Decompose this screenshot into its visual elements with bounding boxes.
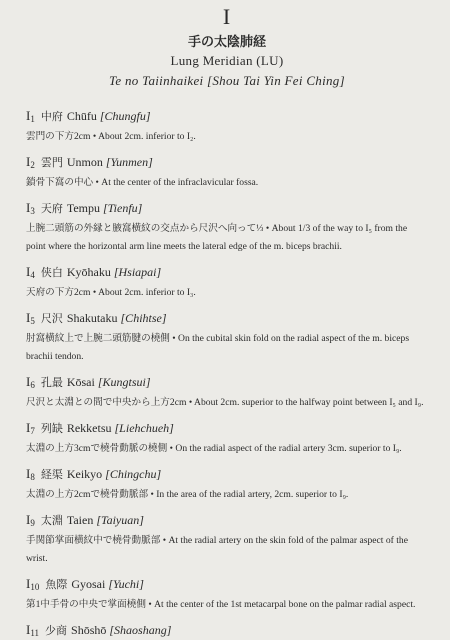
point-heading [26, 109, 428, 126]
point-description: 上腕二頭筋の外縁と腋窩横紋の交点から尺沢へ向って⅓ • About 1/3 of the way to I₅ from the point where the horizontal arm line meets the lateral edge of the m. biceps brachii. [26, 223, 408, 252]
point-heading [26, 375, 428, 392]
point-entry [26, 265, 428, 300]
point-number: 6 [30, 380, 35, 390]
point-number: 11 [30, 628, 40, 638]
point-number: 3 [30, 206, 35, 216]
point-meridian-numeral: I [26, 512, 31, 527]
point-heading [26, 467, 428, 484]
point-number: 1 [30, 114, 35, 124]
point-entry [26, 623, 428, 640]
point-entry [26, 109, 428, 144]
point-chinese-name: [Chingchu] [105, 467, 162, 481]
point-heading [26, 623, 428, 640]
point-chinese-name: [Yuchi] [108, 577, 144, 591]
point-meridian-numeral: I [26, 310, 31, 325]
point-number: 5 [30, 316, 35, 326]
point-heading [26, 265, 428, 282]
point-number: 9 [30, 518, 35, 528]
point-heading [26, 311, 428, 328]
point-description: 雲門の下方2cm • About 2cm. inferior to I₂. [26, 131, 196, 142]
point-entry [26, 375, 428, 410]
chapter-number: I [222, 4, 232, 29]
point-meridian-numeral: I [26, 154, 31, 169]
point-chinese-name: [Yunmen] [105, 155, 153, 169]
point-entry [26, 155, 428, 190]
point-chinese-name: [Tienfu] [103, 201, 143, 215]
point-meridian-numeral: I [26, 420, 31, 435]
point-kanji: 侠白 [40, 266, 63, 279]
point-description: 肘窩横紋上で上腕二頭筋腱の橈側 • On the cubital skin fold on the radial aspect of the m. biceps brachii tendon. [26, 333, 410, 362]
point-name: Shakutaku [66, 311, 118, 325]
point-chinese-name: [Kungtsui] [97, 375, 151, 389]
point-number: 4 [30, 270, 35, 280]
point-kanji: 少商 [45, 624, 68, 637]
point-meridian-numeral: I [26, 108, 31, 123]
point-kanji: 中府 [40, 110, 63, 123]
point-name: Kōsai [66, 375, 95, 389]
point-name: Gyosai [71, 577, 106, 591]
point-description: 太淵の上方2cmで橈骨動脈部 • In the area of the radial artery, 2cm. superior to I₉. [26, 489, 349, 500]
point-number: 7 [30, 426, 35, 436]
title-romanized: Te no Taiinhaikei [Shou Tai Yin Fei Ching] [109, 73, 345, 88]
point-kanji: 魚際 [45, 578, 68, 591]
point-description: 太淵の上方3cmで橈骨動脈の橈側 • On the radial aspect of the radial artery 3cm. superior to I₉. [26, 443, 402, 454]
point-chinese-name: [Chihtse] [120, 311, 167, 325]
point-name: Taien [66, 513, 94, 527]
point-kanji: 雲門 [40, 156, 63, 169]
point-entry [26, 467, 428, 502]
point-name: Rekketsu [66, 421, 112, 435]
point-list [26, 109, 428, 640]
point-description: 天府の下方2cm • About 2cm. inferior to I₃. [26, 287, 196, 298]
point-name: Tempu [66, 201, 100, 215]
point-heading [26, 421, 428, 438]
point-chinese-name: [Liehchueh] [114, 421, 174, 435]
point-meridian-numeral: I [26, 200, 31, 215]
point-name: Unmon [66, 155, 103, 169]
point-entry [26, 201, 428, 254]
point-kanji: 太淵 [40, 514, 63, 527]
point-number: 8 [30, 472, 35, 482]
point-name: Shōshō [71, 623, 107, 637]
point-heading [26, 513, 428, 530]
point-heading [26, 201, 428, 218]
point-kanji: 孔最 [40, 376, 63, 389]
point-number: 2 [30, 160, 35, 170]
point-number: 10 [30, 582, 40, 592]
point-entry [26, 577, 428, 612]
point-entry [26, 513, 428, 566]
title-english: Lung Meridian (LU) [170, 53, 284, 68]
point-chinese-name: [Taiyuan] [96, 513, 144, 527]
point-chinese-name: [Hsiapai] [113, 265, 162, 279]
point-kanji: 経渠 [40, 468, 63, 481]
point-kanji: 尺沢 [40, 312, 63, 325]
point-chinese-name: [Chungfu] [99, 109, 151, 123]
point-meridian-numeral: I [26, 622, 31, 637]
point-heading [26, 155, 428, 172]
point-entry [26, 311, 428, 364]
point-description: 鎖骨下窩の中心 • At the center of the infraclavicular fossa. [26, 177, 259, 188]
point-name: Kyōhaku [66, 265, 111, 279]
point-meridian-numeral: I [26, 264, 31, 279]
point-description: 尺沢と太淵との間で中央から上方2cm • About 2cm. superior to the halfway point between I₅ and I₉. [26, 397, 424, 408]
point-description: 第1中手骨の中央で掌面橈側 • At the center of the 1st metacarpal bone on the palmar radial aspect. [26, 599, 416, 610]
title-japanese: 手の太陰肺経 [187, 35, 266, 50]
point-meridian-numeral: I [26, 576, 31, 591]
point-name: Chūfu [66, 109, 97, 123]
point-meridian-numeral: I [26, 466, 31, 481]
point-description: 手関節掌面横紋中で橈骨動脈部 • At the radial artery on the skin fold of the palmar aspect of the wrist. [26, 535, 408, 564]
point-heading [26, 577, 428, 594]
point-kanji: 天府 [40, 202, 63, 215]
point-entry [26, 421, 428, 456]
point-meridian-numeral: I [26, 374, 31, 389]
point-kanji: 列缺 [40, 422, 63, 435]
point-chinese-name: [Shaoshang] [109, 623, 172, 637]
point-name: Keikyo [66, 467, 103, 481]
